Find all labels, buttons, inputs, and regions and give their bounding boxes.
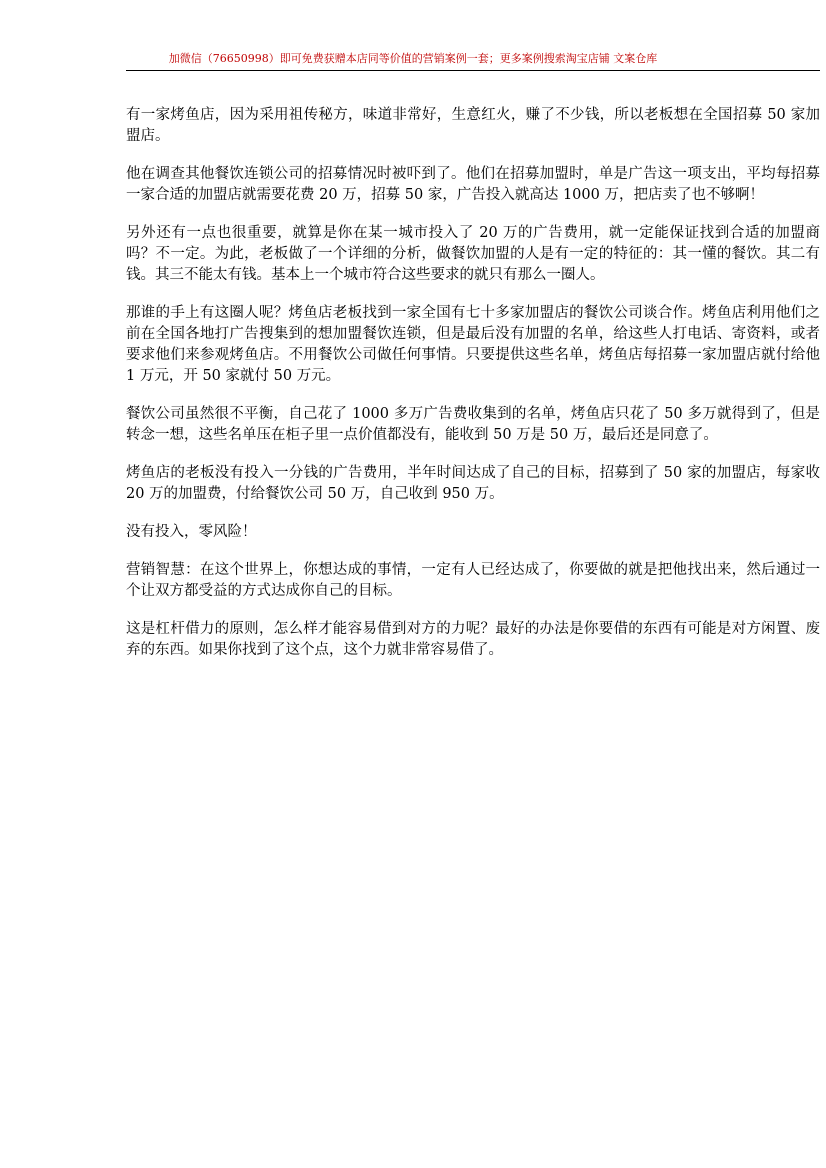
paragraph-9: 这是杠杆借力的原则，怎么样才能容易借到对方的力呢？最好的办法是你要借的东西有可能是对方闲置、废弃的东西。如果你找到了这个点，这个力就非常容易借了。 xyxy=(126,621,820,658)
paragraph-4: 那谁的手上有这圈人呢？烤鱼店老板找到一家全国有七十多家加盟店的餐饮公司谈合作。烤鱼店利用他们之前在全国各地打广告搜集到的想加盟餐饮连锁，但是最后没有加盟的名单，给这些人打电话、寄资料，或者要求他们来参观烤鱼店。不用餐饮公司做任何事情。只要提供这些名单，烤鱼店每招募一家加盟店就付给他 1 万元，开 50 家就付 50 万元。 xyxy=(126,305,820,384)
paragraph-2: 他在调查其他餐饮连锁公司的招募情况时被吓到了。他们在招募加盟时，单是广告这一项支出，平均每招募一家合适的加盟店就需要花费 20 万，招募 50 家，广告投入就高达 1000 万，把店卖了也不够啊！ xyxy=(126,166,820,203)
paragraph-8: 营销智慧：在这个世界上，你想达成的事情，一定有人已经达成了，你要做的就是把他找出来，然后通过一个让双方都受益的方式达成你自己的目标。 xyxy=(126,562,820,599)
paragraph-1: 有一家烤鱼店，因为采用祖传秘方，味道非常好，生意红火，赚了不少钱，所以老板想在全国招募 50 家加盟店。 xyxy=(126,107,820,144)
paragraph-6: 烤鱼店的老板没有投入一分钱的广告费用，半年时间达成了自己的目标，招募到了 50 家的加盟店，每家收 20 万的加盟费，付给餐饮公司 50 万，自己收到 950 万。 xyxy=(126,465,820,502)
paragraph-5: 餐饮公司虽然很不平衡，自己花了 1000 多万广告费收集到的名单，烤鱼店只花了 50 多万就得到了，但是转念一想，这些名单压在柜子里一点价值都没有，能收到 50 万是 50 万，最后还是同意了。 xyxy=(126,406,820,443)
page-header-promo: 加微信（76650998）即可免费获赠本店同等价值的营销案例一套；更多案例搜索淘宝店铺 文案仓库 xyxy=(168,52,658,65)
document-body xyxy=(126,105,820,678)
header-divider xyxy=(126,70,820,71)
paragraph-7: 没有投入，零风险！ xyxy=(126,524,257,540)
paragraph-3: 另外还有一点也很重要，就算是你在某一城市投入了 20 万的广告费用，就一定能保证找到合适的加盟商吗？不一定。为此，老板做了一个详细的分析，做餐饮加盟的人是有一定的特征的：其一懂的餐饮。其二有钱。其三不能太有钱。基本上一个城市符合这些要求的就只有那么一圈人。 xyxy=(126,225,820,283)
